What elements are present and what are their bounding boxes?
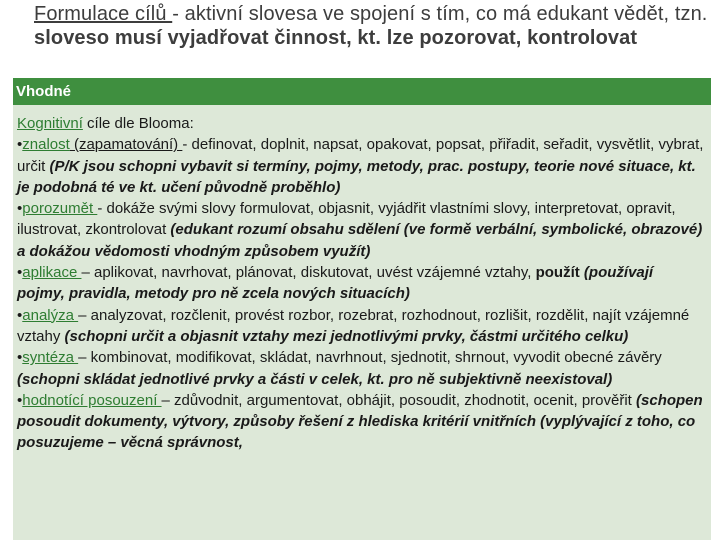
list-item: [17, 390, 705, 454]
item-note: (schopni určit a objasnit vztahy mezi jednotlivými prvky, částmi určitého celku): [64, 327, 629, 345]
section-header: [13, 78, 711, 105]
list-item: [17, 305, 705, 348]
item-note: (P/K jsou schopni vybavit si termíny, pojmy, metody, prac. postupy, teorie nové situace, kt. je podobná té ve kt. učení původně proběhlo): [17, 157, 696, 196]
item-keyword: hodnotící posouzení: [22, 391, 162, 409]
list-item: [17, 198, 705, 262]
title-keyword: Formulace cílů: [34, 3, 173, 25]
item-verbs: – zdůvodnit, argumentovat, obhájit, posoudit, zhodnotit, ocenit, prověřit: [161, 391, 637, 409]
item-verbs: – kombinovat, modifikovat, skládat, navrhnout, sjednotit, shrnout, vyvodit obecné závěry: [78, 349, 662, 367]
item-verbs: - dokáže svými slovy formulovat, objasnit, vyjádřit vlastními slovy, interpretovat, opravit, ilustrovat, zkontrolovat: [17, 200, 676, 239]
item-keyword: porozumět: [22, 200, 98, 218]
bullet: •: [17, 136, 23, 154]
list-item: [17, 262, 705, 305]
list-item: [17, 347, 705, 390]
item-keyword: aplikace: [22, 264, 82, 282]
intro-line: [17, 113, 705, 134]
bullet: •: [17, 264, 23, 282]
slide-title: [34, 2, 714, 50]
item-keyword-extra: (zapamatování): [69, 136, 183, 154]
bullet: •: [17, 391, 23, 409]
item-strong: použít: [535, 264, 580, 282]
title-emphasis: sloveso musí vyjadřovat činnost, kt. lze pozorovat, kontrolovat: [34, 27, 638, 49]
item-verbs: – aplikovat, navrhovat, plánovat, diskutovat, uvést vzájemné vztahy,: [81, 264, 536, 282]
bullet: •: [17, 200, 23, 218]
item-keyword: analýza: [22, 306, 79, 324]
item-keyword: syntéza: [22, 349, 79, 367]
item-note: (edukant rozumí obsahu sdělení (ve formě verbální, symbolické, obrazové) a dokážou vědomosti vhodným způsobem využít): [17, 221, 703, 260]
item-note: (schopni skládat jednotlivé prvky a části v celek, kt. pro ně subjektivně neexistoval): [17, 370, 613, 388]
title-text: - aktivní slovesa ve spojení s tím, co má edukant vědět, tzn.: [172, 3, 708, 25]
intro-text: cíle dle Blooma:: [82, 115, 194, 132]
bullet: •: [17, 306, 23, 324]
item-verbs: – analyzovat, rozčlenit, provést rozbor, rozebrat, rozhodnout, rozlišit, rozdělit, najít vzájemné vztahy: [17, 306, 690, 345]
item-verbs: - definovat, doplnit, napsat, opakovat, popsat, přiřadit, seřadit, vysvětlit, vybrat, určit: [17, 136, 704, 175]
content-panel: [13, 105, 711, 540]
intro-keyword: Kognitivní: [17, 115, 83, 132]
item-note: (schopen posoudit dokumenty, výtvory, způsoby řešení z hlediska kritérií vnitřních (vyplývající z toho, co posuzujeme – věcná správnost,: [17, 391, 703, 452]
bullet: •: [17, 349, 23, 367]
section-header-label: Vhodné: [16, 83, 71, 100]
item-keyword: znalost: [22, 136, 70, 154]
item-note: (používají pojmy, pravidla, metody pro ně zcela nových situacích): [17, 264, 654, 303]
list-item: [17, 134, 705, 198]
